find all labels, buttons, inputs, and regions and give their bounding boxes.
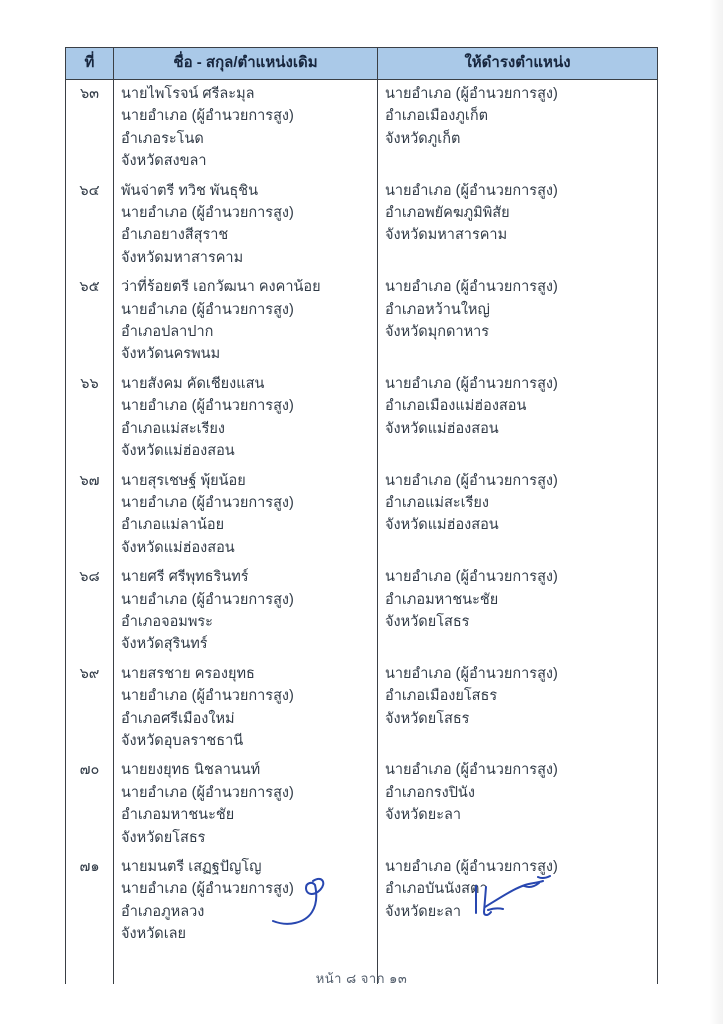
text-line: อำเภอจอมพระ bbox=[121, 613, 213, 630]
new-position-cell bbox=[378, 756, 657, 853]
former-position-cell bbox=[114, 563, 378, 660]
new-position-cell bbox=[378, 370, 657, 467]
text-line: อำเภอระโนด bbox=[121, 130, 204, 147]
text-line: จังหวัดยะลา bbox=[385, 807, 462, 824]
new-position-cell bbox=[378, 467, 657, 564]
table-header-row bbox=[66, 48, 657, 80]
former-position-cell bbox=[114, 467, 378, 564]
former-position-cell bbox=[114, 370, 378, 467]
text-line: นายไพโรจน์ ศรีละมุล bbox=[121, 86, 255, 102]
text-line: อำเภอแม่ลาน้อย bbox=[121, 517, 225, 534]
row-number: ๖๙ bbox=[66, 660, 114, 757]
text-line: นายอำเภอ (ผู้อำนวยการสูง) bbox=[385, 86, 558, 102]
text-line: อำเภอเมืองยโสธร bbox=[385, 688, 498, 705]
text-line: นายอำเภอ (ผู้อำนวยการสูง) bbox=[121, 301, 294, 318]
appointments-table bbox=[65, 47, 658, 984]
text-line: อำเภอปลาปาก bbox=[121, 324, 214, 341]
former-position-cell bbox=[114, 80, 378, 177]
text-line: อำเภอแม่สะเรียง bbox=[385, 494, 489, 511]
row-number: ๖๔ bbox=[66, 177, 114, 274]
text-line: จังหวัดมุกดาหาร bbox=[385, 324, 490, 341]
text-line: นายอำเภอ (ผู้อำนวยการสูง) bbox=[385, 859, 558, 875]
text-line: จังหวัดมหาสารคาม bbox=[121, 249, 244, 266]
former-position-cell bbox=[114, 756, 378, 853]
table-row bbox=[66, 660, 657, 757]
text-line: จังหวัดแม่ฮ่องสอน bbox=[385, 517, 499, 534]
row-number: ๖๘ bbox=[66, 563, 114, 660]
new-position-cell bbox=[378, 273, 657, 370]
text-line: นายอำเภอ (ผู้อำนวยการสูง) bbox=[385, 279, 558, 296]
new-position-cell bbox=[378, 563, 657, 660]
text-line: อำเภอเมืองแม่ฮ่องสอน bbox=[385, 398, 527, 415]
text-line: นายมนตรี เสฏฐปัญโญ bbox=[121, 859, 262, 875]
text-line: นายอำเภอ (ผู้อำนวยการสูง) bbox=[385, 182, 558, 199]
former-position-cell bbox=[114, 660, 378, 757]
text-line: จังหวัดยโสธร bbox=[385, 613, 470, 630]
text-line: จังหวัดแม่ฮ่องสอน bbox=[121, 539, 235, 556]
text-line: ว่าที่ร้อยตรี เอกวัฒนา คงคาน้อย bbox=[121, 279, 321, 296]
text-line: พันจ่าตรี ทวิช พันธุชิน bbox=[121, 182, 258, 199]
column-header-new-position: ให้ดำรงตำแหน่ง bbox=[464, 54, 571, 71]
text-line: จังหวัดเลย bbox=[121, 926, 187, 943]
text-line: จังหวัดอุบลราชธานี bbox=[121, 732, 244, 749]
row-number: ๗๑ bbox=[66, 853, 114, 984]
text-line: จังหวัดนครพนม bbox=[121, 346, 221, 363]
text-line: อำเภอกรงปินัง bbox=[385, 784, 475, 801]
row-number: ๖๕ bbox=[66, 273, 114, 370]
text-line: นายสุรเชษฐ์ พุ้ยน้อย bbox=[121, 472, 246, 489]
table-row bbox=[66, 370, 657, 467]
text-line: นายอำเภอ (ผู้อำนวยการสูง) bbox=[385, 762, 558, 779]
text-line: จังหวัดมหาสารคาม bbox=[385, 227, 508, 244]
text-line: นายอำเภอ (ผู้อำนวยการสูง) bbox=[121, 591, 294, 608]
text-line: นายอำเภอ (ผู้อำนวยการสูง) bbox=[385, 375, 558, 392]
text-line: อำเภอภูหลวง bbox=[121, 903, 205, 920]
table-row bbox=[66, 177, 657, 274]
text-line: อำเภอหว้านใหญ่ bbox=[385, 301, 490, 318]
text-line: จังหวัดยะลา bbox=[385, 903, 462, 920]
former-position-cell bbox=[114, 273, 378, 370]
text-line: นายอำเภอ (ผู้อำนวยการสูง) bbox=[385, 472, 558, 489]
table-row bbox=[66, 756, 657, 853]
row-number: ๗๐ bbox=[66, 756, 114, 853]
table-body bbox=[66, 80, 657, 984]
text-line: นายอำเภอ (ผู้อำนวยการสูง) bbox=[121, 205, 294, 222]
text-line: จังหวัดแม่ฮ่องสอน bbox=[385, 420, 499, 437]
text-line: จังหวัดสงขลา bbox=[121, 153, 207, 170]
row-number: ๖๗ bbox=[66, 467, 114, 564]
page-number-footer: หน้า ๘ จาก ๑๓ bbox=[315, 971, 408, 986]
text-line: นายอำเภอ (ผู้อำนวยการสูง) bbox=[121, 398, 294, 415]
text-line: อำเภอแม่สะเรียง bbox=[121, 420, 225, 437]
row-number: ๖๖ bbox=[66, 370, 114, 467]
table-row bbox=[66, 80, 657, 177]
row-number: ๖๓ bbox=[66, 80, 114, 177]
table-row bbox=[66, 563, 657, 660]
text-line: อำเภอยางสีสุราช bbox=[121, 227, 229, 244]
table-row bbox=[66, 273, 657, 370]
text-line: อำเภอเมืองภูเก็ต bbox=[385, 108, 489, 125]
new-position-cell bbox=[378, 660, 657, 757]
text-line: นายอำเภอ (ผู้อำนวยการสูง) bbox=[121, 688, 294, 705]
text-line: จังหวัดยโสธร bbox=[121, 829, 206, 846]
text-line: อำเภอศรีเมืองใหม่ bbox=[121, 710, 235, 727]
text-line: นายอำเภอ (ผู้อำนวยการสูง) bbox=[121, 494, 294, 511]
text-line: จังหวัดยโสธร bbox=[385, 710, 470, 727]
text-line: นายอำเภอ (ผู้อำนวยการสูง) bbox=[385, 665, 558, 682]
new-position-cell bbox=[378, 80, 657, 177]
text-line: นายอำเภอ (ผู้อำนวยการสูง) bbox=[121, 784, 294, 801]
text-line: นายอำเภอ (ผู้อำนวยการสูง) bbox=[385, 569, 558, 586]
text-line: นายสรชาย ครองยุทธ bbox=[121, 665, 255, 682]
text-line: จังหวัดสุรินทร์ bbox=[121, 636, 208, 653]
text-line: นายสังคม คัดเชียงแสน bbox=[121, 375, 265, 392]
text-line: นายศรี ศรีพุทธรินทร์ bbox=[121, 569, 249, 586]
text-line: จังหวัดแม่ฮ่องสอน bbox=[121, 443, 235, 460]
text-line: นายอำเภอ (ผู้อำนวยการสูง) bbox=[121, 108, 294, 125]
former-position-cell bbox=[114, 853, 378, 984]
text-line: อำเภอบันนังสตา bbox=[385, 881, 488, 898]
text-line: นายยงยุทธ นิชลานนท์ bbox=[121, 762, 261, 779]
new-position-cell bbox=[378, 853, 657, 984]
column-header-number: ที่ bbox=[66, 48, 114, 79]
text-line: อำเภอมหาชนะชัย bbox=[385, 591, 499, 608]
table-row bbox=[66, 467, 657, 564]
text-line: อำเภอมหาชนะชัย bbox=[121, 807, 235, 824]
table-row bbox=[66, 853, 657, 984]
former-position-cell bbox=[114, 177, 378, 274]
text-line: อำเภอพยัคฆภูมิพิสัย bbox=[385, 205, 510, 222]
new-position-cell bbox=[378, 177, 657, 274]
text-line: นายอำเภอ (ผู้อำนวยการสูง) bbox=[121, 881, 294, 898]
text-line: จังหวัดภูเก็ต bbox=[385, 130, 461, 147]
column-header-name-former-position: ชื่อ - สกุล/ตำแหน่งเดิม bbox=[114, 48, 378, 79]
